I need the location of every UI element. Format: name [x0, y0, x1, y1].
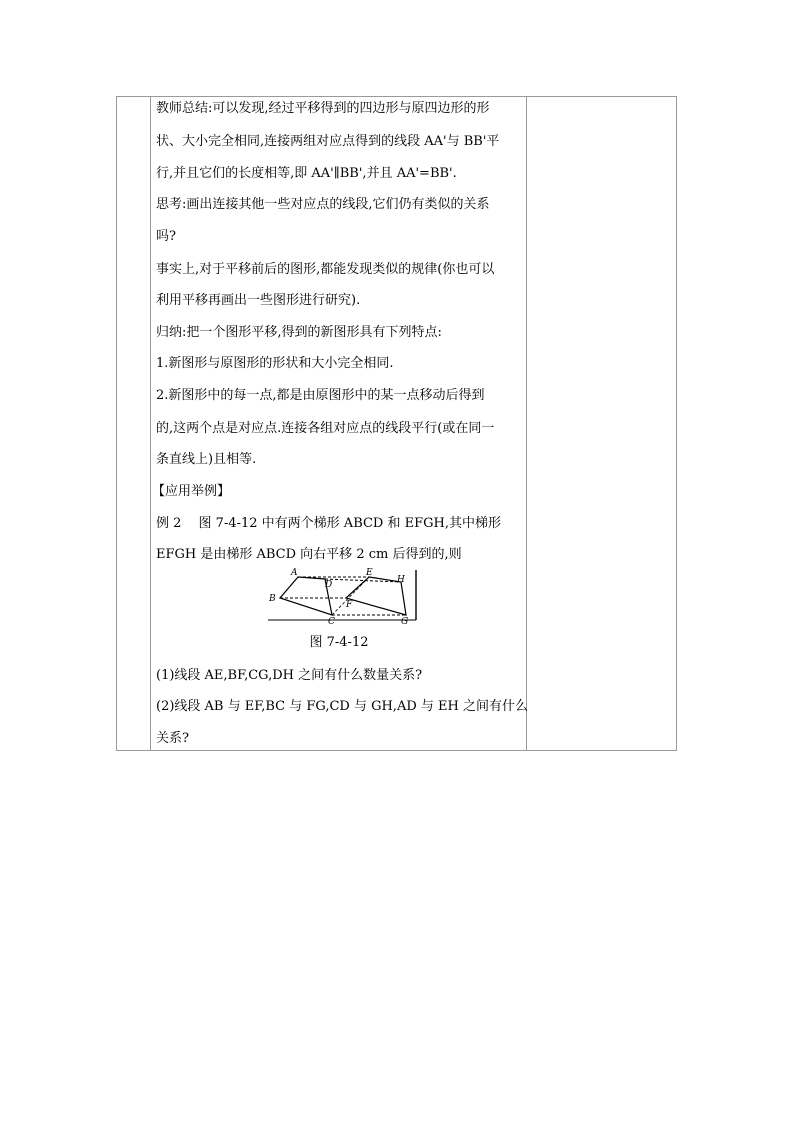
text-line: 的,这两个点是对应点.连接各组对应点的线段平行(或在同一 [156, 421, 495, 436]
text-line: 归纳:把一个图形平移,得到的新图形具有下列特点: [156, 325, 442, 340]
label-d: D [325, 580, 333, 590]
trapezoid-translation-figure [266, 565, 426, 625]
text-line: 教师总结:可以发现,经过平移得到的四边形与原四边形的形 [156, 101, 490, 116]
section-heading: 【应用举例】 [152, 484, 231, 499]
label-c: C [328, 617, 335, 625]
label-g: G [401, 617, 409, 625]
column-divider-left [150, 97, 151, 750]
label-a: A [291, 568, 298, 578]
label-f: F [346, 600, 353, 610]
text-line: 条直线上)且相等. [156, 452, 257, 467]
text-line: 利用平移再画出一些图形进行研究). [156, 293, 361, 308]
question-line: (2)线段 AB 与 EF,BC 与 FG,CD 与 GH,AD 与 EH 之间有什么 [156, 699, 528, 714]
label-b: B [269, 594, 276, 604]
text-line: 例 2 图 7-4-12 中有两个梯形 ABCD 和 EFGH,其中梯形 [156, 516, 501, 531]
text-line: 吗? [156, 229, 176, 244]
question-line: (1)线段 AE,BF,CG,DH 之间有什么数量关系? [156, 668, 423, 683]
text-line: 状、大小完全相同,连接两组对应点得到的线段 AA'与 BB'平 [156, 134, 500, 149]
column-divider-right [526, 97, 527, 750]
label-e: E [366, 568, 373, 578]
text-line: 思考:画出连接其他一些对应点的线段,它们仍有类似的关系 [156, 197, 490, 212]
label-h: H [397, 575, 405, 585]
figure-caption: 图 7-4-12 [309, 635, 369, 650]
question-line: 关系? [156, 731, 189, 746]
text-line: 2.新图形中的每一点,都是由原图形中的某一点移动后得到 [156, 388, 485, 403]
text-line: 1.新图形与原图形的形状和大小完全相同. [156, 356, 394, 371]
text-line: EFGH 是由梯形 ABCD 向右平移 2 cm 后得到的,则 [156, 547, 462, 562]
text-line: 事实上,对于平移前后的图形,都能发现类似的规律(你也可以 [156, 262, 495, 277]
text-line: 行,并且它们的长度相等,即 AA'∥BB',并且 AA'=BB'. [156, 166, 457, 181]
